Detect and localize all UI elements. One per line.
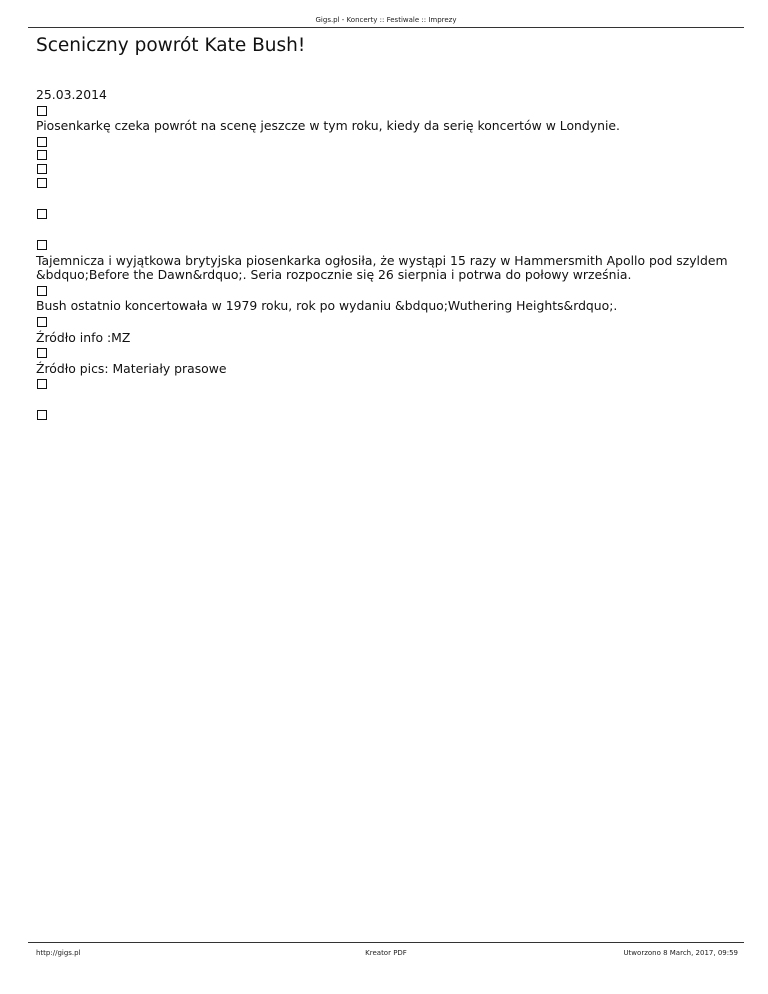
source-info: Źródło info :MZ (36, 329, 131, 345)
page-footer (28, 942, 744, 957)
article-lead: Piosenkarkę czeka powrót na scenę jeszcze w tym roku, kiedy da serię koncertów w Londynie. (36, 118, 620, 134)
footer-created-date: Utworzono 8 March, 2017, 09:59 (623, 949, 738, 957)
missing-glyph-icon (37, 209, 47, 219)
source-pics: Źródło pics: Materiały prasowe (36, 360, 227, 376)
page-header (28, 14, 744, 26)
missing-glyph-icon (37, 410, 47, 420)
spacer (36, 191, 736, 206)
missing-glyph-icon (37, 379, 47, 389)
article-date: 25.03.2014 (36, 87, 107, 102)
missing-glyph-icon (37, 150, 47, 160)
missing-glyph-icon (37, 240, 47, 250)
site-title: Gigs.pl - Koncerty :: Festiwale :: Imprezy (315, 16, 457, 24)
article-paragraph: Bush ostatnio koncertowała w 1979 roku, rok po wydaniu &bdquo;Wuthering Heights&rdquo;. (36, 298, 618, 314)
footer-url[interactable]: http://gigs.pl (36, 949, 81, 957)
missing-glyph-icon (37, 348, 47, 358)
article-paragraph: Tajemnicza i wyjątkowa brytyjska piosenkarka ogłosiła, że wystąpi 15 razy w Hammersmith Apollo pod szyldem &bdquo;Before the Dawn&rdquo;. Seria rozpocznie się 26 sierpnia i potrwa do połowy września. (36, 252, 728, 283)
spacer (36, 393, 736, 408)
missing-glyph-icon (37, 178, 47, 188)
missing-glyph-icon (37, 137, 47, 147)
footer-generator: Kreator PDF (365, 949, 407, 957)
header-divider (28, 27, 744, 28)
missing-glyph-icon (37, 164, 47, 174)
article-body (36, 88, 736, 424)
spacer (36, 222, 736, 237)
page-title: Sceniczny powrót Kate Bush! (36, 35, 306, 56)
missing-glyph-icon (37, 106, 47, 116)
missing-glyph-icon (37, 286, 47, 296)
missing-glyph-icon (37, 317, 47, 327)
